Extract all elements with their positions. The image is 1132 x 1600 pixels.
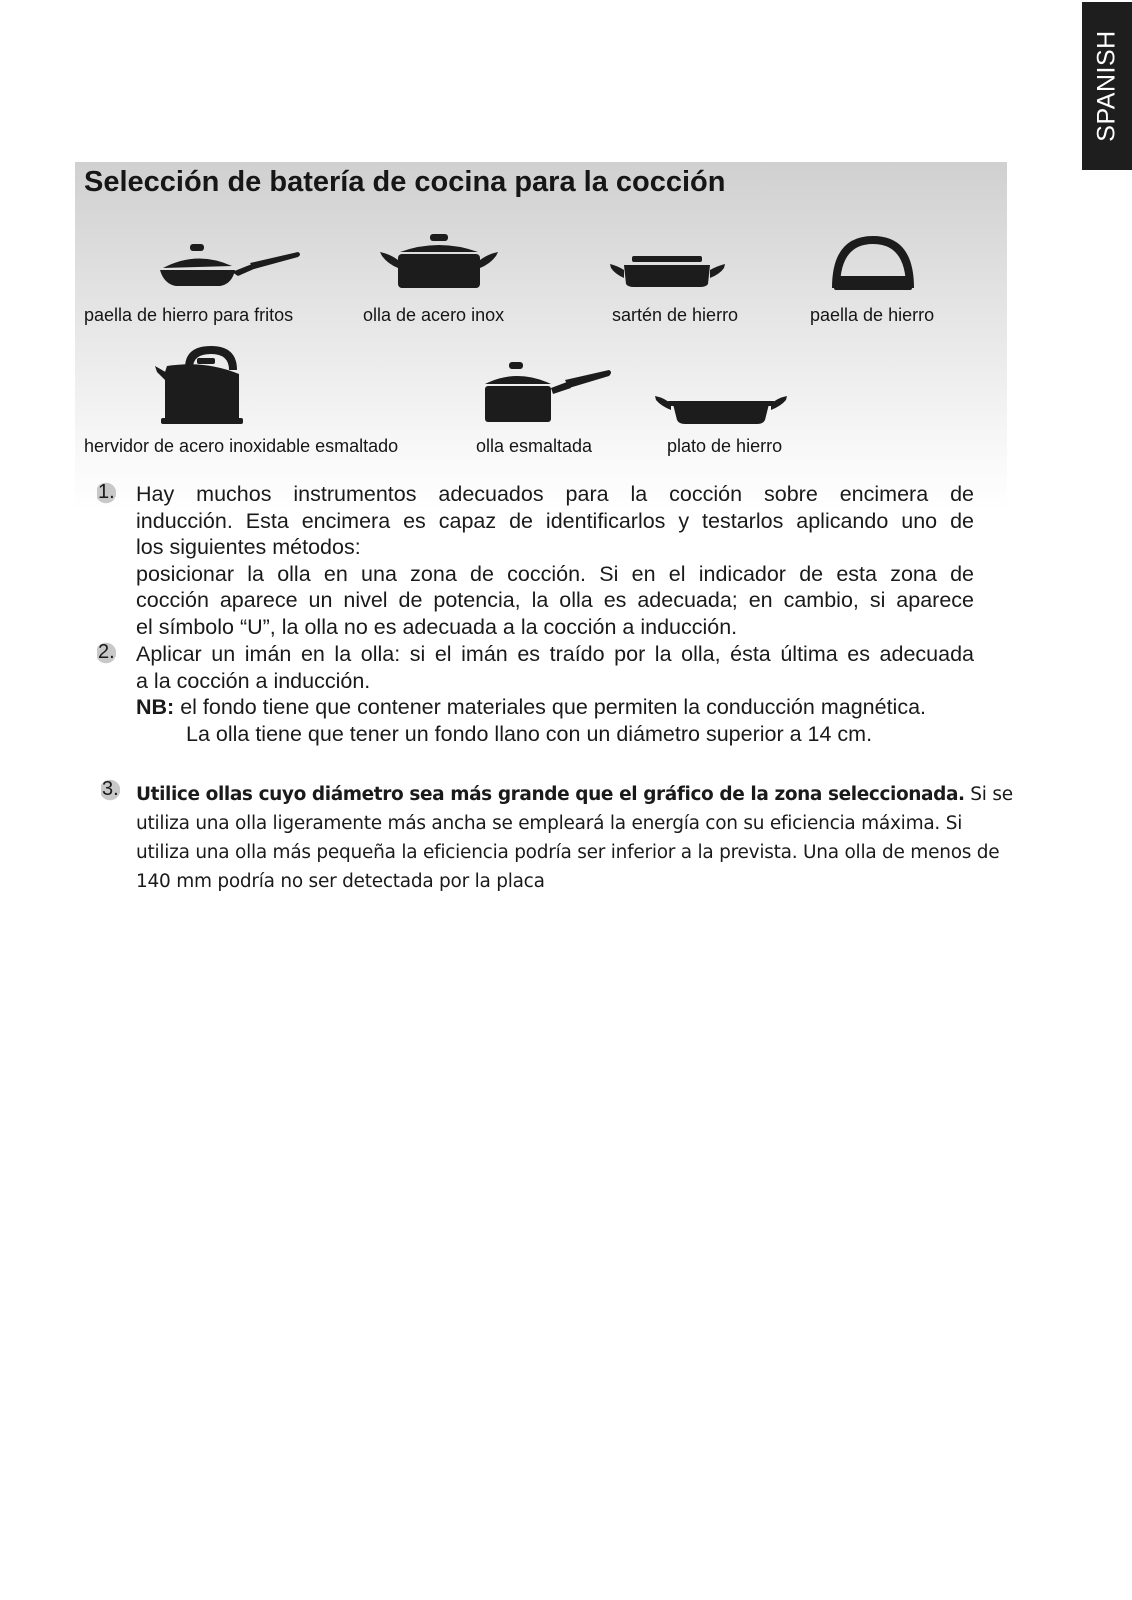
cookware-label-6: olla esmaltada [476,436,593,456]
cookware-label-4: paella de hierro [810,305,935,325]
frying-pan-with-lid-icon [160,244,302,292]
nb-text: el fondo tiene que contener materiales que permiten la conducción magnética. [174,695,926,719]
cookware-label-5: hervidor de acero inoxidable esmaltado [84,436,399,456]
language-tab [1082,2,1132,170]
item-1-line: cocción aparece un nivel de potencia, la olla es adecuada; en cambio, si aparece [136,588,974,612]
item-1-number: 1. [98,481,115,503]
cookware-label-7: plato de hierro [667,436,783,456]
item-1-line: inducción. Esta encimera es capaz de identificarlos y testarlos aplicando uno de [136,508,974,533]
section-title: Selección de batería de cocina para la cocción [84,166,726,198]
enamel-saucepan-icon [485,362,613,424]
item-3-number: 3. [102,778,119,800]
iron-wok-icon [830,234,916,290]
cookware-label-1: paella de hierro para fritos [84,305,294,325]
item-3-text [136,780,1021,896]
stainless-pot-icon [380,234,498,290]
nb-note-line-2: La olla tiene que tener un fondo llano con un diámetro superior a 14 cm. [186,721,873,746]
item-3-bold: Utilice ollas cuyo diámetro sea más grande que el gráfico de la zona seleccionada. [136,784,965,805]
iron-skillet-icon [610,256,725,288]
item-1-line: posicionar la olla en una zona de cocción. Si en el indicador de esta zona de [136,561,974,586]
language-tab-label: SPANISH [1092,30,1121,142]
item-2-number: 2. [98,641,115,663]
item-1-line: Hay muchos instrumentos adecuados para la cocción sobre encimera de [136,482,974,506]
item-1-text [136,481,974,640]
cookware-label-2: olla de acero inox [363,305,505,325]
kettle-icon [155,344,245,426]
iron-platter-icon [655,392,787,426]
item-3-rest: Si se utiliza una olla ligeramente más ancha se empleará la energía con su eficiencia máxima. Si utiliza una olla más pequeña la eficiencia podría ser inferior a la prevista. Una olla de menos de 140 mm podría no ser detectada por la placa [136,784,1013,892]
item-2-text [136,641,974,747]
nb-label: NB: [136,695,175,719]
item-1-line: el símbolo “U”, la olla no es adecuada a la cocción a inducción. [136,614,738,639]
item-2-line: a la cocción a inducción. [136,668,371,693]
item-1-line: los siguientes métodos: [136,535,361,559]
item-2-line: Aplicar un imán en la olla: si el imán es traído por la olla, ésta última es adecuada [136,642,974,666]
cookware-label-3: sartén de hierro [612,305,739,325]
nb-note [136,694,974,721]
cookware-panel [75,162,1007,512]
